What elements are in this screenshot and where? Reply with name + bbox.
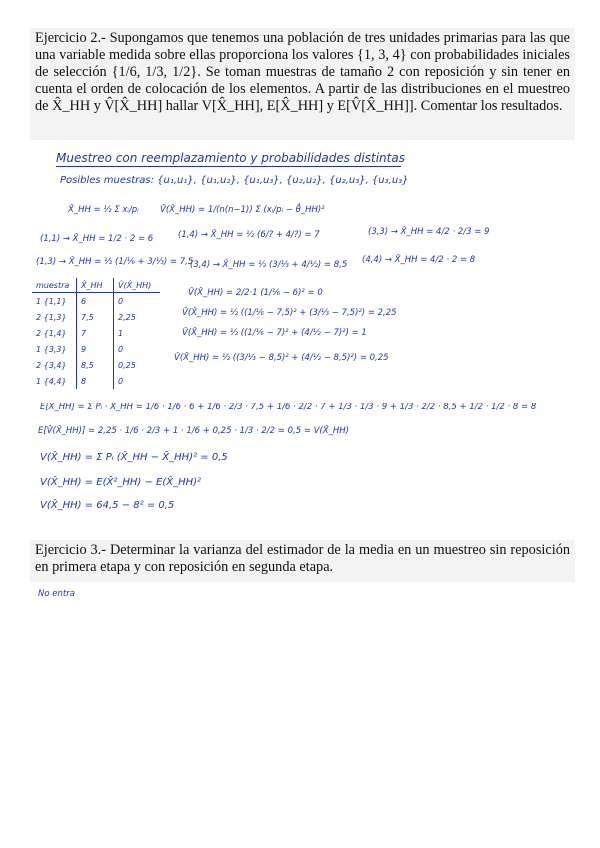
row-estimate: 9 [77,341,114,357]
title-underline [56,166,401,167]
row-prob: 1 [36,344,42,354]
row-variance: 2,25 [114,309,161,325]
row-variance: 0,25 [114,357,161,373]
row-prob: 1 [36,376,42,386]
variance-calc-3: V̂(X̂_HH) = ½ ((1/⅙ − 7)² + (4/½ − 7)²) = 1 [182,328,367,338]
samples-table [32,278,160,389]
table-row [32,373,160,389]
row-prob: 2 [36,360,42,370]
row-estimate: 7,5 [77,309,114,325]
row-sample: {1,4} [43,328,67,338]
calc-sample-13: (1,3) → X̂_HH = ½ (1/⅙ + 3/⅓) = 7,5 [36,257,194,267]
possible-samples: Posibles muestras: {u₁,u₁}, {u₁,u₂}, {u₁,u₃}, {u₂,u₂}, {u₂,u₃}, {u₃,u₃} [60,175,409,186]
table-row [32,309,160,325]
row-estimate: 8,5 [77,357,114,373]
no-entra-note: No entra [38,589,75,599]
calc-sample-33: (3,3) → X̂_HH = 4/2 · 2/3 = 9 [368,227,490,237]
variance-result: V(X̂_HH) = 64,5 − 8² = 0,5 [40,500,175,511]
calc-sample-34: (3,4) → X̂_HH = ½ (3/⅓ + 4/½) = 8,5 [190,260,348,270]
header-muestra: muestra [32,278,77,293]
variance-identity: V(X̂_HH) = E(X̂²_HH) − E(X̂_HH)² [40,477,202,488]
row-sample: {4,4} [43,376,67,386]
row-sample: {1,3} [43,312,67,322]
exercise-3-text: Ejercicio 3.- Determinar la varianza del estimador de la media en un muestreo sin reposición en primera etapa y con reposición en segunda etapa. [35,542,570,575]
table-row [32,293,160,310]
row-sample: {1,1} [43,296,67,306]
row-estimate: 7 [77,325,114,341]
exercise-2-text: Ejercicio 2.- Supongamos que tenemos una población de tres unidades primarias para las que una variable medida sobre ellas proporciona los valores {1, 3, 4} con probabilidades iniciales de selección {1/6, 1/3, 1/2}. Se toman muestras de tamaño 2 con reposición y sin tener en cuenta el orden de colocación de los elementos. A partir de las distribuciones en el muestreo de X̂_HH y V̂[X̂_HH] hallar V[X̂_HH], E[X̂_HH] y E[V̂[X̂_HH]]. Comentar los resultados. [35,30,570,114]
variance-calc-2: V̂(X̂_HH) = ½ ((1/⅙ − 7,5)² + (3/⅓ − 7,5)²) = 2,25 [182,308,397,318]
table-row [32,357,160,373]
header-variance: V̂(X̂_HH) [114,278,161,293]
variance-calc-4: V̂(X̂_HH) = ½ ((3/⅓ − 8,5)² + (4/½ − 8,5)²) = 0,25 [174,353,389,363]
variance-calc-1: V̂(X̂_HH) = 2/2·1 (1/⅙ − 6)² = 0 [188,288,323,298]
row-estimate: 8 [77,373,114,389]
header-estimator: X̂_HH [77,278,114,293]
table-row [32,341,160,357]
variance-estimator-formula: V̂(X̂_HH) = 1/(n(n−1)) Σ (xᵢ/pᵢ − θ̂_HH)² [160,205,325,215]
table-header-row [32,278,160,293]
row-prob: 1 [36,296,42,306]
row-sample: {3,4} [43,360,67,370]
calc-sample-11: (1,1) → X̂_HH = 1/2 · 2 = 6 [40,234,154,244]
variance-definition: V(X̂_HH) = Σ Pᵢ (X̂_HH − X̂_HH)² = 0,5 [40,452,228,463]
row-variance: 0 [114,373,161,389]
calc-sample-44: (4,4) → X̂_HH = 4/2 · 2 = 8 [362,255,476,265]
exercise-3-statement [30,540,575,582]
handwritten-title: Muestreo con reemplazamiento y probabilidades distintas [56,151,405,165]
row-variance: 0 [114,341,161,357]
row-prob: 2 [36,328,42,338]
row-estimate: 6 [77,293,114,310]
row-prob: 2 [36,312,42,322]
exercise-2-statement [30,28,575,140]
estimator-formula: X̂_HH = ½ Σ xᵢ/pᵢ [68,205,139,215]
table-row [32,325,160,341]
expectation-calc: E[X̂_HH] = Σ Pᵢ · X̂_HH = 1/6 · 1/6 · 6 + 1/6 · 2/3 · 7,5 + 1/6 · 2/2 · 7 + 1/3 · 1/3 · 9 + 1/3 · 2/2 · 8,5 + 1/2 · 1/2 · 8 = 8 [40,403,537,412]
row-sample: {3,3} [43,344,67,354]
row-variance: 1 [114,325,161,341]
expected-variance-calc: E[V̂(X̂_HH)] = 2,25 · 1/6 · 2/3 + 1 · 1/6 + 0,25 · 1/3 · 2/2 = 0,5 = V(X̂_HH) [38,426,349,436]
row-variance: 0 [114,293,161,310]
calc-sample-14: (1,4) → X̂_HH = ½ (6/? + 4/?) = 7 [178,230,320,240]
